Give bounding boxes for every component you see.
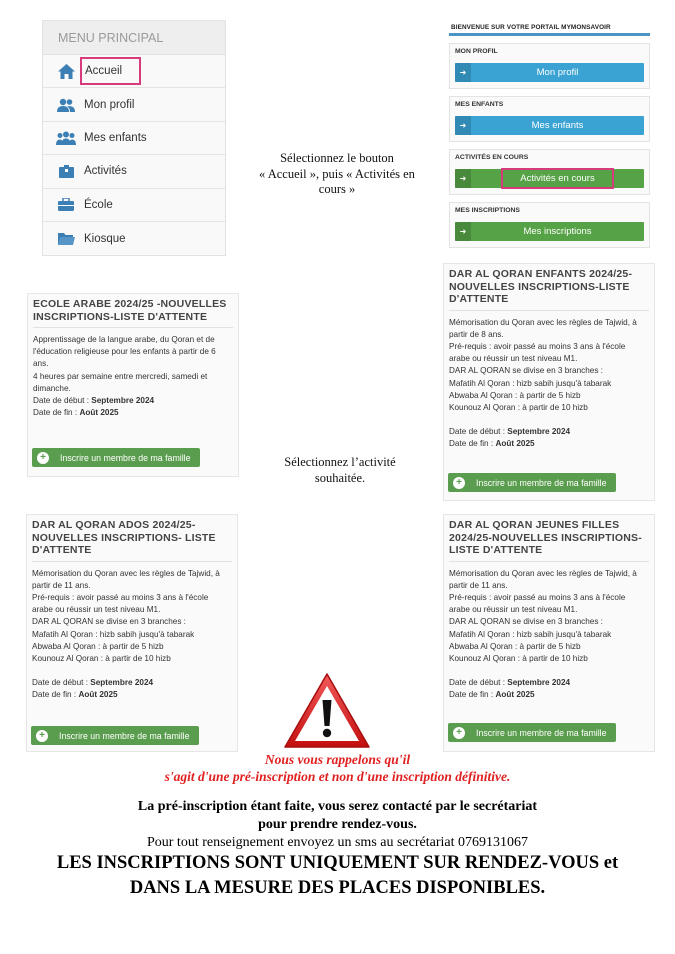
inscrire-membre-button[interactable]: + Inscrire un membre de ma famille [31, 726, 199, 745]
card-description: Mémorisation du Qoran avec les règles de Tajwid, à partir de 8 ans. Pré-requis : avoir passé au moins 3 ans à l'école arabe ou réussir un test niveau M1. DAR AL QORAN se divise en 3 branches : Mafatih Al Qoran : hizb sabih jusqu'à tabarak Abwaba Al Qoran : à partir de 5 hizb Kounouz Al Qoran : à partir de 10 hizb Date de début : Septembre 2024 Date de fin : Août 2025 [449, 317, 637, 449]
activites-en-cours-button[interactable]: ➜ Activités en cours [455, 169, 644, 188]
menu-item-kiosque[interactable] [43, 222, 225, 255]
mes-inscriptions-button[interactable]: ➜ Mes inscriptions [455, 222, 644, 241]
menu-item-accueil[interactable] [43, 55, 225, 88]
menu-item-label: Kiosque [84, 232, 126, 245]
card-description: Mémorisation du Qoran avec les règles de Tajwid, à partir de 11 ans. Pré-requis : avoir passé au moins 3 ans à l'école arabe ou réussir un test niveau M1. DAR AL QORAN se divise en 3 branches : Mafatih Al Qoran : hizb sabih jusqu'à tabarak Abwaba Al Qoran : à partir de 5 hizb Kounouz Al Qoran : à partir de 10 hizb Date de début : Septembre 2024 Date de fin : Août 2025 [449, 568, 637, 700]
inscrire-membre-button[interactable]: + Inscrire un membre de ma famille [448, 723, 616, 742]
activity-card-qoran-jeunes-filles [443, 514, 655, 752]
card-title: ECOLE ARABE 2024/25 -NOUVELLES INSCRIPTIONS-LISTE D'ATTENTE [33, 298, 233, 328]
activity-card-ecole-arabe [27, 293, 239, 477]
portal-panel [449, 22, 650, 247]
users-icon [56, 130, 76, 146]
portal-section-profil: MON PROFIL ➜ Mon profil [449, 43, 650, 89]
plus-circle-icon: + [37, 452, 49, 464]
card-description: Mémorisation du Qoran avec les règles de Tajwid, à partir de 11 ans. Pré-requis : avoir passé au moins 3 ans à l'école arabe ou réussir un test niveau M1. DAR AL QORAN se divise en 3 branches : Mafatih Al Qoran : hizb sabih jusqu'à tabarak Abwaba Al Qoran : à partir de 5 hizb Kounouz Al Qoran : à partir de 10 hizb Date de début : Septembre 2024 Date de fin : Août 2025 [32, 568, 220, 700]
footer-line-2: pour prendre rendez-vous. [258, 817, 417, 832]
arrow-right-icon: ➜ [455, 222, 471, 241]
arrow-right-icon: ➜ [455, 169, 471, 188]
reminder-line-1: Nous vous rappelons qu'il [264, 752, 411, 767]
activity-card-qoran-enfants [443, 263, 655, 501]
menu-item-label: Mes enfants [84, 131, 147, 144]
main-menu [42, 20, 226, 256]
menu-item-activites[interactable] [43, 155, 225, 188]
plus-circle-icon: + [453, 727, 465, 739]
footer-line-5: DANS LA MESURE DES PLACES DISPONIBLES. [129, 878, 546, 898]
menu-item-ecole[interactable] [43, 189, 225, 222]
card-title: DAR AL QORAN JEUNES FILLES 2024/25-NOUVELLES INSCRIPTIONS- LISTE D'ATTENTE [449, 519, 649, 562]
plus-circle-icon: + [453, 477, 465, 489]
arrow-right-icon: ➜ [455, 63, 471, 82]
menu-item-label: Accueil [80, 57, 141, 85]
instruction-step-2: Sélectionnez l’activité souhaitée. [284, 455, 396, 485]
home-icon [56, 63, 76, 79]
footer-line-1: La pré-inscription étant faite, vous serez contacté par le secrétariat [137, 799, 538, 814]
plus-circle-icon: + [36, 730, 48, 742]
card-title: DAR AL QORAN ENFANTS 2024/25- NOUVELLES INSCRIPTIONS-LISTE D'ATTENTE [449, 268, 649, 311]
reminder-line-2: s'agit d'une pré-inscription et non d'une inscription définitive. [164, 769, 511, 784]
warning-triangle-icon [283, 672, 371, 750]
card-description: Apprentissage de la langue arabe, du Qoran et de l'éducation religieuse pour les enfants à partir de 6 ans. 4 heures par semaine entre mercredi, samedi et dimanche. Date de début : Septembre 2024 Date de fin : Août 2025 [33, 335, 216, 418]
menu-item-label: École [84, 198, 113, 211]
footer-line-4: LES INSCRIPTIONS SONT UNIQUEMENT SUR RENDEZ-VOUS et [56, 853, 619, 873]
menu-item-label: Activités [84, 165, 127, 178]
footer-line-3: Pour tout renseignement envoyez un sms au secrétariat 0769131067 [146, 835, 528, 850]
portal-section-activites: ACTIVITÉS EN COURS ➜ Activités en cours [449, 149, 650, 195]
card-title: DAR AL QORAN ADOS 2024/25- NOUVELLES INSCRIPTIONS- LISTE D'ATTENTE [32, 519, 232, 562]
inscrire-membre-button[interactable]: + Inscrire un membre de ma famille [32, 448, 200, 467]
user-icon [56, 97, 76, 113]
portal-section-enfants: MES ENFANTS ➜ Mes enfants [449, 96, 650, 142]
box-icon [56, 163, 76, 179]
portal-heading: BIENVENUE SUR VOTRE PORTAIL MYMONSAVOIR [449, 22, 650, 36]
arrow-right-icon: ➜ [455, 116, 471, 135]
menu-title: MENU PRINCIPAL [43, 21, 225, 55]
inscrire-membre-button[interactable]: + Inscrire un membre de ma famille [448, 473, 616, 492]
briefcase-icon [56, 197, 76, 213]
folder-icon [56, 231, 76, 247]
portal-section-inscriptions: MES INSCRIPTIONS ➜ Mes inscriptions [449, 202, 650, 248]
mes-enfants-button[interactable]: ➜ Mes enfants [455, 116, 644, 135]
menu-item-mes-enfants[interactable] [43, 122, 225, 155]
mon-profil-button[interactable]: ➜ Mon profil [455, 63, 644, 82]
instruction-step-1: Sélectionnez le bouton « Accueil », puis « Activités en cours » [259, 151, 415, 196]
menu-item-label: Mon profil [84, 98, 135, 111]
activity-card-qoran-ados [26, 514, 238, 752]
menu-item-mon-profil[interactable] [43, 88, 225, 121]
